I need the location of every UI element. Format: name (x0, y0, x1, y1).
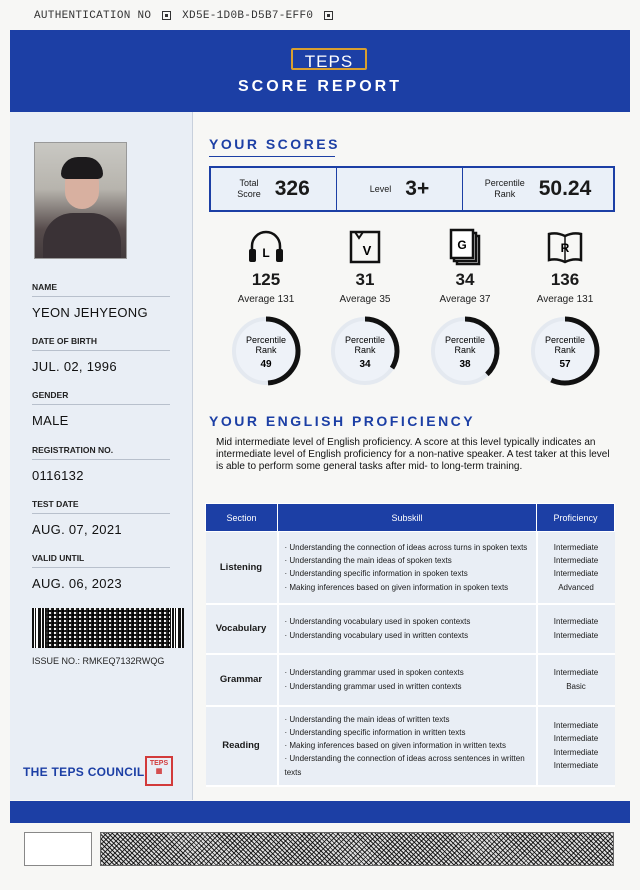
column-header: Subskill (278, 504, 537, 532)
gauge-rank: 38 (459, 359, 471, 370)
headphones-icon (246, 228, 286, 266)
proficiency-level: Intermediate (553, 555, 599, 565)
proficiency-level: Intermediate (553, 747, 599, 757)
total-label-2: Score (237, 189, 261, 199)
gauge-label: Percentile (344, 335, 386, 345)
field-label: NAME (32, 282, 170, 297)
proficiency-list (537, 706, 615, 786)
proficiency-level: Intermediate (553, 721, 599, 731)
scores-heading: YOUR SCORES (209, 136, 340, 152)
percentile-label-2: Rank (494, 189, 516, 199)
birth-date-field (32, 336, 170, 374)
reading-book-icon (545, 228, 585, 266)
total-score-cell (211, 168, 337, 210)
gauge-label: Percentile (444, 335, 486, 345)
section-name: Vocabulary (206, 604, 278, 654)
score-summary (209, 166, 615, 212)
section-name: Listening (206, 532, 278, 604)
listening-skill (216, 228, 316, 387)
subskill-item: · Understanding the main ideas of spoken texts (284, 555, 452, 565)
percentile-value: 50.24 (538, 177, 592, 200)
auth-code: XD5E-1D0B-D5B7-EFF0 (182, 10, 314, 22)
registration-field (32, 445, 170, 483)
subskill-list (278, 532, 537, 604)
proficiency-level: Intermediate (553, 569, 599, 579)
proficiency-level: Intermediate (553, 542, 599, 552)
gauge-rank: 34 (359, 359, 371, 370)
security-pattern (100, 832, 614, 866)
reading-rank-gauge (529, 315, 601, 387)
gauge-label: Percentile (245, 335, 287, 345)
council-name: THE TEPS COUNCIL (23, 765, 145, 779)
subskill-item: · Making inferences based on given information in spoken texts (284, 582, 509, 592)
field-label: VALID UNTIL (32, 553, 170, 568)
gauge-label: Rank (454, 345, 476, 355)
field-value: JUL. 02, 1996 (32, 359, 117, 374)
issue-number: ISSUE NO.: RMKEQ7132RWQG (32, 656, 165, 666)
reading-score: 136 (550, 270, 580, 289)
subskill-item: · Understanding grammar used in spoken contexts (284, 668, 464, 678)
vocabulary-score: 31 (355, 270, 375, 289)
subskill-item: · Understanding vocabulary used in written contexts (284, 630, 469, 640)
proficiency-heading: YOUR ENGLISH PROFICIENCY (209, 413, 476, 429)
square-bullet-icon (324, 11, 333, 20)
subskill-table (205, 503, 615, 787)
test-date-field (32, 499, 170, 537)
gauge-label: Rank (255, 345, 277, 355)
vocabulary-card-icon (345, 228, 385, 266)
gauge-label: Rank (354, 345, 376, 355)
field-value: AUG. 06, 2023 (32, 576, 122, 591)
gauge-label: Percentile (544, 335, 586, 345)
vocabulary-skill (315, 228, 415, 387)
name-field (32, 282, 170, 320)
subskill-item: · Understanding specific information in spoken texts (284, 569, 468, 579)
footer-bar (10, 801, 630, 823)
subskill-item: · Understanding the connection of ideas across turns in spoken texts (284, 542, 528, 552)
field-label: TEST DATE (32, 499, 170, 514)
authentication-number (34, 10, 337, 22)
field-label: REGISTRATION NO. (32, 445, 170, 460)
field-value: AUG. 07, 2021 (32, 522, 122, 537)
field-value: YEON JEHYEONG (32, 305, 148, 320)
vocabulary-average: Average 35 (339, 294, 391, 305)
subskill-item: · Understanding vocabulary used in spoken contexts (284, 617, 471, 627)
square-bullet-icon (162, 11, 171, 20)
gauge-rank: 57 (559, 359, 571, 370)
field-label: GENDER (32, 390, 170, 405)
subskill-item: · Understanding the main ideas of written texts (284, 714, 450, 724)
auth-label: AUTHENTICATION NO (34, 10, 152, 22)
proficiency-level: Advanced (558, 582, 594, 592)
grammar-pages-icon (445, 228, 485, 266)
logo-text: TEPS (304, 52, 354, 71)
level-cell (337, 168, 463, 210)
proficiency-list (537, 604, 615, 654)
proficiency-description: Mid intermediate level of English proficiency. A score at this level typically indicates an intermediate level of English proficiency for a non-native speaker. A test taker at this level is able to perform some general tasks after mid- to long-term training. (216, 437, 610, 472)
table-row (206, 604, 615, 654)
report-banner (10, 30, 630, 112)
subskill-item: · Understanding grammar used in written contexts (284, 681, 462, 691)
table-row (206, 532, 615, 604)
barcode (32, 608, 184, 648)
proficiency-level: Intermediate (553, 630, 599, 640)
proficiency-level: Intermediate (553, 617, 599, 627)
gauge-rank: 49 (260, 359, 272, 370)
proficiency-level: Intermediate (553, 734, 599, 744)
gender-field (32, 390, 170, 428)
report-title: SCORE REPORT (237, 78, 402, 95)
field-value: MALE (32, 413, 69, 428)
proficiency-level: Intermediate (553, 761, 599, 771)
subskill-item: · Making inferences based on given information in written texts (284, 741, 506, 751)
teps-logo (291, 48, 367, 70)
table-header-row (206, 504, 615, 532)
icon-letter: R (560, 241, 570, 255)
icon-letter: V (362, 243, 372, 258)
listening-score: 125 (251, 270, 281, 289)
icon-letter: L (262, 246, 270, 260)
column-header: Section (206, 504, 278, 532)
official-seal: TEPS ▦ (145, 756, 173, 786)
field-value: 0116132 (32, 468, 84, 483)
total-label: Total (239, 178, 259, 188)
candidate-photo (34, 142, 127, 259)
gauge-label: Rank (554, 345, 576, 355)
seal-text: TEPS (149, 760, 169, 767)
table-row (206, 654, 615, 706)
reading-average: Average 131 (536, 294, 594, 305)
subskill-list (278, 706, 537, 786)
grammar-skill (415, 228, 515, 387)
listening-average: Average 131 (237, 294, 295, 305)
level-label: Level (369, 183, 392, 194)
subskill-list (278, 604, 537, 654)
icon-letter: G (457, 238, 467, 252)
grammar-rank-gauge (429, 315, 501, 387)
profile-sidebar (10, 112, 193, 800)
subskill-list (278, 654, 537, 706)
valid-until-field (32, 553, 170, 591)
field-label: DATE OF BIRTH (32, 336, 170, 351)
level-value: 3+ (405, 177, 430, 200)
proficiency-list (537, 654, 615, 706)
subskill-item: · Understanding the connection of ideas across sentences in written texts (284, 754, 525, 777)
section-name: Reading (206, 706, 278, 786)
section-name: Grammar (206, 654, 278, 706)
footer-blank-box (24, 832, 92, 866)
proficiency-level: Intermediate (553, 668, 599, 678)
subskill-item: · Understanding specific information in written texts (284, 727, 466, 737)
proficiency-list (537, 532, 615, 604)
grammar-average: Average 37 (439, 294, 491, 305)
proficiency-level: Basic (566, 681, 586, 691)
heading-underline (209, 156, 335, 157)
percentile-cell (463, 168, 613, 210)
total-score: 326 (274, 177, 310, 200)
reading-skill (515, 228, 615, 387)
listening-rank-gauge (230, 315, 302, 387)
column-header: Proficiency (537, 504, 615, 532)
vocabulary-rank-gauge (329, 315, 401, 387)
table-row (206, 706, 615, 786)
grammar-score: 34 (455, 270, 475, 289)
percentile-label: Percentile (484, 178, 525, 188)
